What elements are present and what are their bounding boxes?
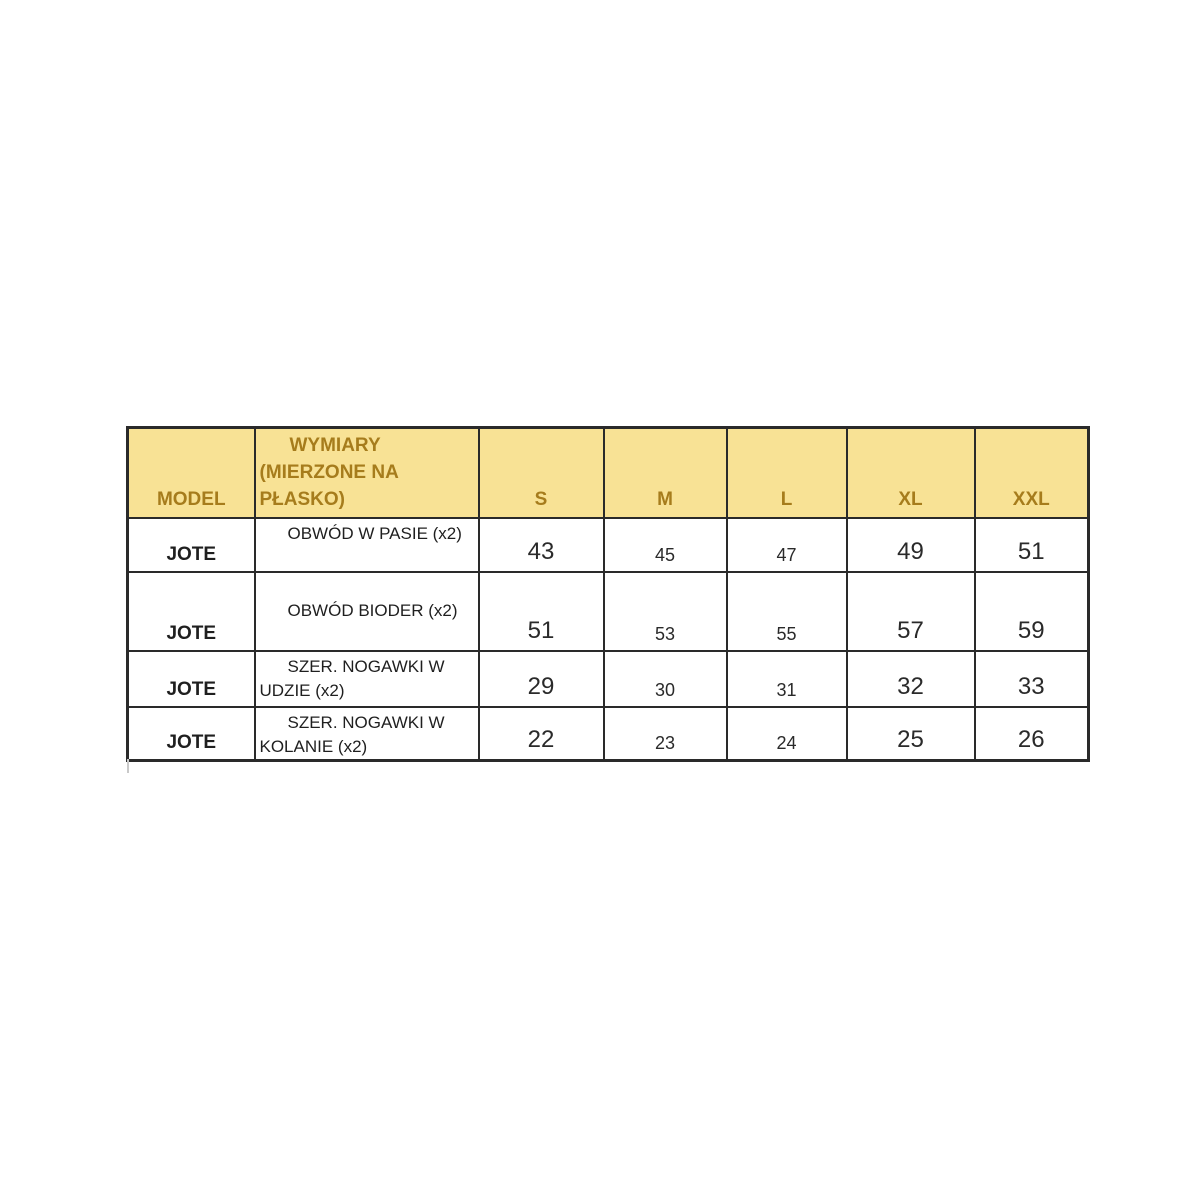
- row-2-value-s: 51: [479, 572, 604, 651]
- header-cell-size-xl: XL: [847, 428, 975, 518]
- row-2-value-m: 53: [604, 572, 727, 651]
- size-table: [126, 426, 1090, 762]
- row-1-value-m: 45: [604, 518, 727, 572]
- row-1-label-line-1: OBWÓD W PASIE (x2): [287, 523, 462, 543]
- row-4-value-l: 24: [727, 707, 847, 761]
- row-3-value-m: 30: [604, 651, 727, 707]
- row-1-value-s: 43: [479, 518, 604, 572]
- row-4-value-xl: 25: [847, 707, 975, 761]
- header-measure-line-2: (MIERZONE NA: [259, 461, 399, 483]
- row-1-value-xxl: 51: [975, 518, 1089, 572]
- row-1-measure-label: [255, 518, 479, 572]
- table-row: [128, 518, 1089, 572]
- row-2-measure-label: [255, 572, 479, 651]
- row-1-value-l: 47: [727, 518, 847, 572]
- row-3-measure-label: [255, 651, 479, 707]
- row-4-label-line-2: KOLANIE (x2): [259, 736, 368, 756]
- row-3-model: JOTE: [128, 651, 255, 707]
- row-4-measure-label: [255, 707, 479, 761]
- row-2-value-xxl: 59: [975, 572, 1089, 651]
- header-measure-line-3: PŁASKO): [259, 488, 345, 510]
- header-cell-measurements: [255, 428, 479, 518]
- table-row: [128, 707, 1089, 761]
- size-table-body: [128, 518, 1089, 761]
- table-row: [128, 572, 1089, 651]
- table-row: [128, 651, 1089, 707]
- row-3-value-s: 29: [479, 651, 604, 707]
- header-measure-line-1: WYMIARY: [289, 434, 381, 456]
- row-4-value-m: 23: [604, 707, 727, 761]
- row-4-value-s: 22: [479, 707, 604, 761]
- row-2-value-l: 55: [727, 572, 847, 651]
- header-cell-model: MODEL: [128, 428, 255, 518]
- row-4-label-line-1: SZER. NOGAWKI W: [287, 712, 445, 732]
- row-4-model: JOTE: [128, 707, 255, 761]
- stray-artifact-mark: [127, 759, 129, 773]
- header-cell-size-xxl: XXL: [975, 428, 1089, 518]
- row-2-model: JOTE: [128, 572, 255, 651]
- row-2-value-xl: 57: [847, 572, 975, 651]
- header-cell-size-m: M: [604, 428, 727, 518]
- row-3-value-l: 31: [727, 651, 847, 707]
- header-row: [128, 428, 1089, 518]
- row-3-value-xxl: 33: [975, 651, 1089, 707]
- row-1-model: JOTE: [128, 518, 255, 572]
- row-3-label-line-2: UDZIE (x2): [259, 680, 345, 700]
- row-3-value-xl: 32: [847, 651, 975, 707]
- header-cell-size-l: L: [727, 428, 847, 518]
- row-1-value-xl: 49: [847, 518, 975, 572]
- row-4-value-xxl: 26: [975, 707, 1089, 761]
- size-table-header: [128, 428, 1089, 518]
- row-2-label-line-1: OBWÓD BIODER (x2): [287, 601, 458, 620]
- row-3-label-line-1: SZER. NOGAWKI W: [287, 656, 445, 676]
- header-cell-size-s: S: [479, 428, 604, 518]
